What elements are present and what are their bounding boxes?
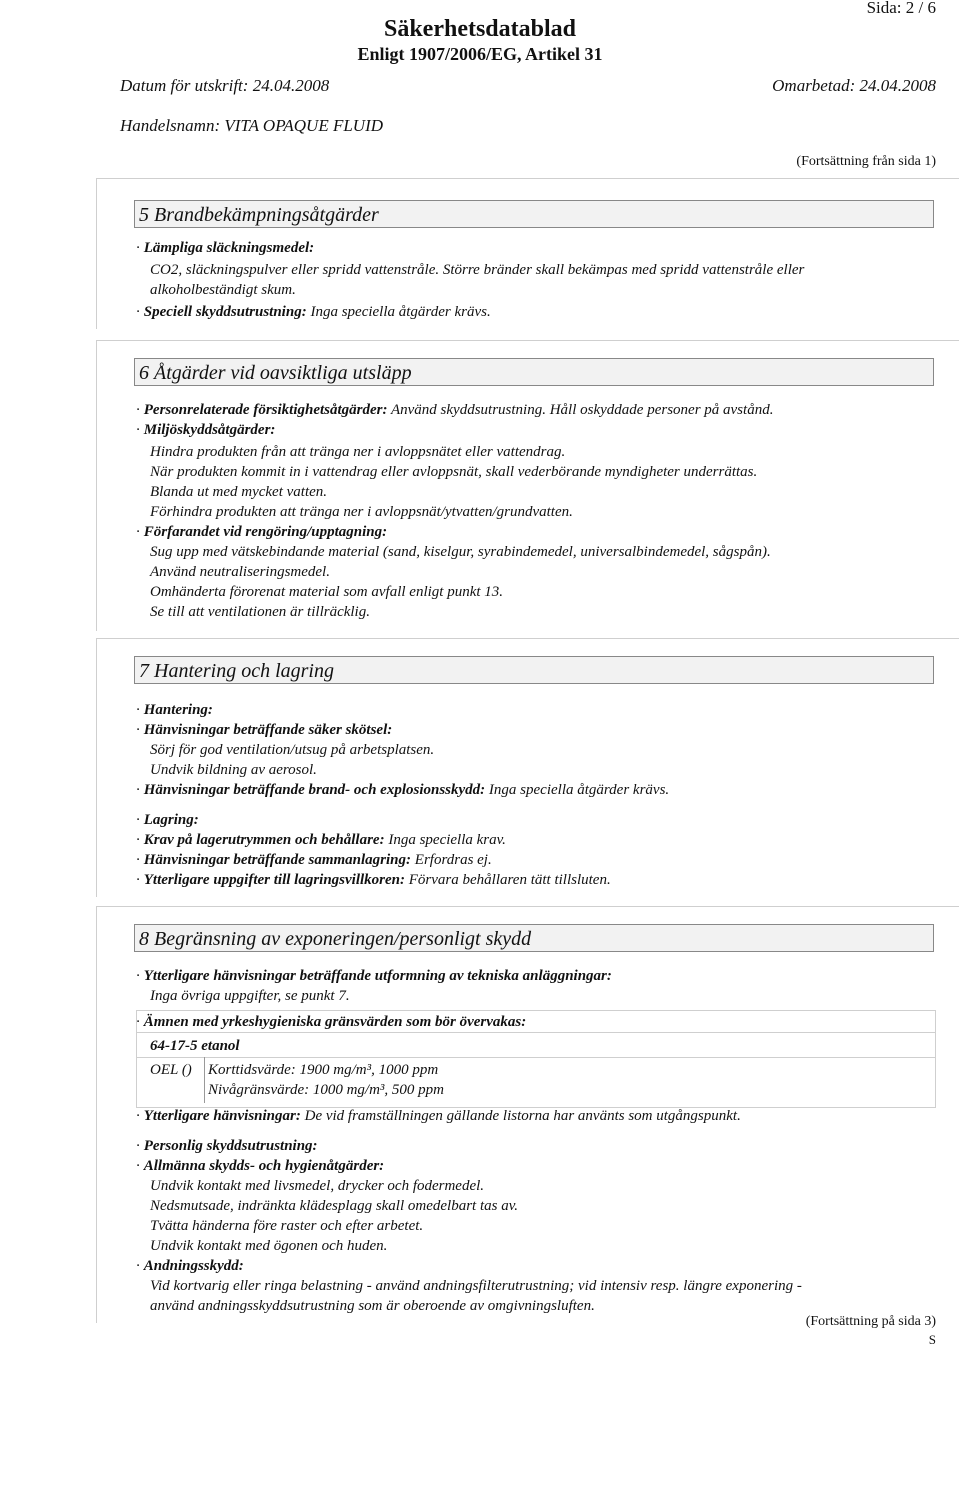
s7-line-7: · Krav på lagerutrymmen och behållare: Inga speciella krav. bbox=[136, 832, 506, 848]
s5-line-2: CO2, släckningspulver eller spridd vattenstråle. Större bränder skall bekämpas med spridd vattenstråle eller bbox=[150, 262, 805, 278]
oel-substance: 64-17-5 etanol bbox=[150, 1038, 240, 1054]
s8-line-12: Vid kortvarig eller ringa belastning - använd andningsfilterutrustning; vid intensiv resp. längre exponering - bbox=[150, 1278, 802, 1294]
s6-line-2: · Miljöskyddsåtgärder: bbox=[136, 422, 276, 438]
s7-line-1: · Hantering: bbox=[136, 702, 213, 718]
s7-line-4: Undvik bildning av aerosol. bbox=[150, 762, 317, 778]
s5-line-3: alkoholbeständigt skum. bbox=[150, 282, 296, 298]
s8-line-8: Nedsmutsade, indränkta klädesplagg skall omedelbart tas av. bbox=[150, 1198, 519, 1214]
s6-line-8: Sug upp med vätskebindande material (sand, kiselgur, syrabindemedel, universalbindemedel, sågspån). bbox=[150, 544, 771, 560]
s7-line-5: · Hänvisningar beträffande brand- och explosionsskydd: Inga speciella åtgärder krävs. bbox=[136, 782, 670, 798]
s5-line-1: · Lämpliga släckningsmedel: bbox=[136, 240, 315, 256]
s8-line-1: · Ytterligare hänvisningar beträffande utformning av tekniska anläggningar: bbox=[136, 968, 612, 984]
s7-line-6: · Lagring: bbox=[136, 812, 199, 828]
s7-line-3: Sörj för god ventilation/utsug på arbetsplatsen. bbox=[150, 742, 435, 758]
s8-line-13: använd andningsskyddsutrustning som är oberoende av omgivningsluften. bbox=[150, 1298, 595, 1314]
s7-line-8: · Hänvisningar beträffande sammanlagring: Erfordras ej. bbox=[136, 852, 492, 868]
continued-to: (Fortsättning på sida 3) bbox=[805, 1314, 936, 1329]
oel-table-divider bbox=[137, 1032, 935, 1033]
s6-line-9: Använd neutraliseringsmedel. bbox=[150, 564, 330, 580]
oel-table-divider-2 bbox=[137, 1057, 935, 1058]
page-number: Sida: 2 / 6 bbox=[866, 0, 936, 17]
s6-line-5: Blanda ut med mycket vatten. bbox=[150, 484, 328, 500]
s6-line-4: När produkten kommit in i vattendrag eller avloppsnät, skall vederbörande myndigheter underrättas. bbox=[150, 464, 758, 480]
footer-mark: S bbox=[928, 1332, 936, 1347]
s8-line-3: · Ämnen med yrkeshygieniska gränsvärden som bör övervakas: bbox=[136, 1014, 527, 1030]
section-8-title: 8 Begränsning av exponeringen/personligt skydd bbox=[134, 924, 934, 952]
revised-date: Omarbetad: 24.04.2008 bbox=[772, 76, 936, 95]
oel-limit: Nivågränsvärde: 1000 mg/m³, 500 ppm bbox=[208, 1082, 445, 1098]
document-title: Säkerhetsdatablad bbox=[383, 16, 577, 42]
s6-line-6: Förhindra produkten att tränga ner i avloppsnät/ytvatten/grundvatten. bbox=[150, 504, 573, 520]
document-subtitle: Enligt 1907/2006/EG, Artikel 31 bbox=[357, 44, 603, 64]
s6-line-10: Omhänderta förorenat material som avfall enligt punkt 13. bbox=[150, 584, 504, 600]
s6-line-3: Hindra produkten från att tränga ner i avloppsnätet eller vattendrag. bbox=[150, 444, 566, 460]
oel-label: OEL () bbox=[150, 1062, 192, 1078]
oel-column-divider bbox=[204, 1057, 205, 1103]
s7-line-2: · Hänvisningar beträffande säker skötsel: bbox=[136, 722, 393, 738]
s7-line-9: · Ytterligare uppgifter till lagringsvillkoren: Förvara behållaren tätt tillsluten. bbox=[136, 872, 611, 888]
s8-line-11: · Andningsskydd: bbox=[136, 1258, 244, 1274]
s8-line-2: Inga övriga uppgifter, se punkt 7. bbox=[150, 988, 350, 1004]
section-6-title: 6 Åtgärder vid oavsiktliga utsläpp bbox=[134, 358, 934, 386]
s6-line-11: Se till att ventilationen är tillräcklig. bbox=[150, 604, 370, 620]
s8-line-6: · Allmänna skydds- och hygienåtgärder: bbox=[136, 1158, 385, 1174]
print-date: Datum för utskrift: 24.04.2008 bbox=[120, 76, 330, 95]
s5-line-4: · Speciell skyddsutrustning: Inga speciella åtgärder krävs. bbox=[136, 304, 491, 320]
s6-line-1: · Personrelaterade försiktighetsåtgärder: Använd skyddsutrustning. Håll oskyddade personer på avstånd. bbox=[136, 402, 774, 418]
s8-line-5: · Personlig skyddsutrustning: bbox=[136, 1138, 318, 1154]
oel-short-term: Korttidsvärde: 1900 mg/m³, 1000 ppm bbox=[208, 1062, 439, 1078]
s8-line-9: Tvätta händerna före raster och efter arbetet. bbox=[150, 1218, 424, 1234]
s8-line-10: Undvik kontakt med ögonen och huden. bbox=[150, 1238, 388, 1254]
s8-line-4: · Ytterligare hänvisningar: De vid framställningen gällande listorna har använts som utgångspunkt. bbox=[136, 1108, 741, 1124]
trade-name: Handelsnamn: VITA OPAQUE FLUID bbox=[120, 116, 384, 135]
section-7-title: 7 Hantering och lagring bbox=[134, 656, 934, 684]
s6-line-7: · Förfarandet vid rengöring/upptagning: bbox=[136, 524, 388, 540]
section-5-title: 5 Brandbekämpningsåtgärder bbox=[134, 200, 934, 228]
s8-line-7: Undvik kontakt med livsmedel, drycker och fodermedel. bbox=[150, 1178, 485, 1194]
continued-from: (Fortsättning från sida 1) bbox=[796, 154, 936, 169]
